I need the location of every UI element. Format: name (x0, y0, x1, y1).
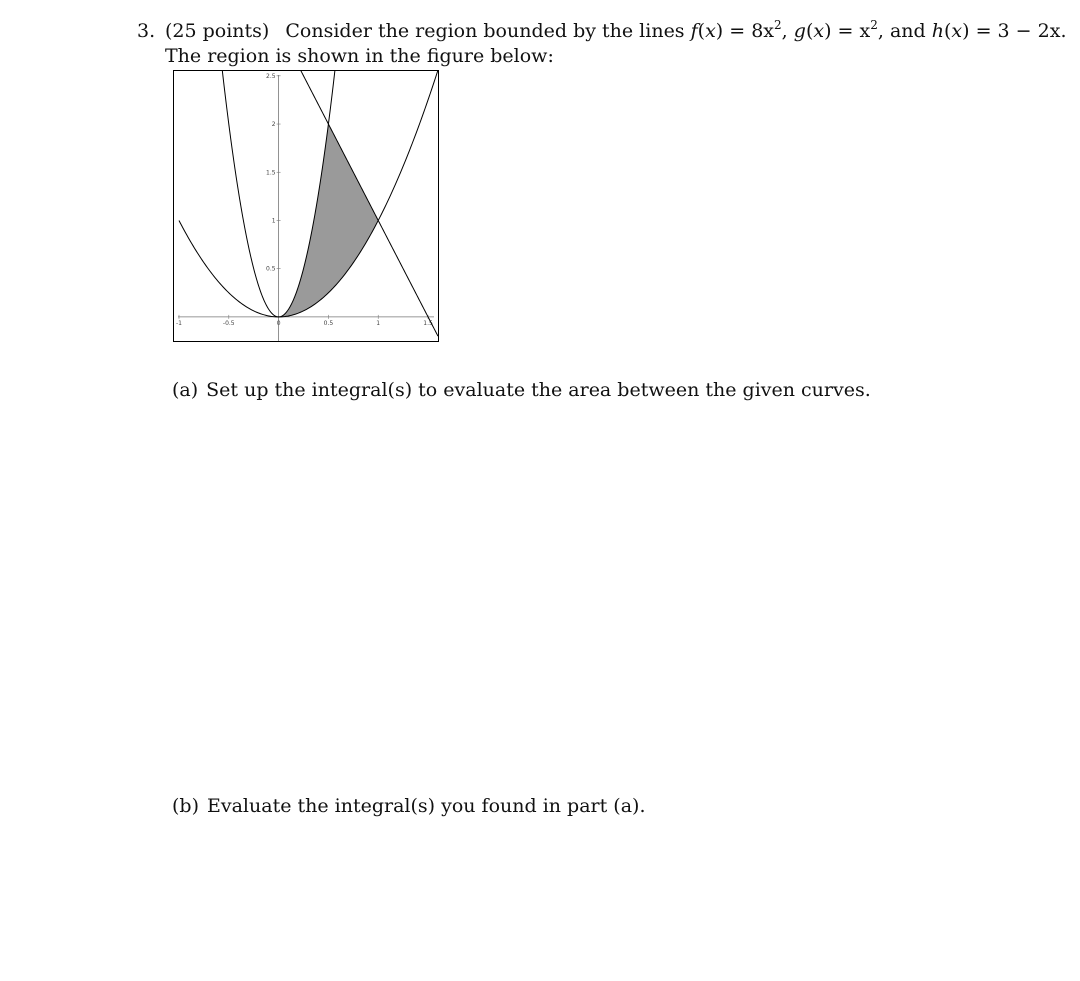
part-a (172, 378, 871, 402)
g-definition: $g(x) = x^2$, (793, 18, 884, 42)
part-a-label: (a) (172, 379, 199, 401)
shaded-region (279, 124, 379, 317)
problem-statement-line-1 (137, 19, 1066, 43)
problem-statement-line-2: The region is shown in the figure below: (165, 45, 554, 67)
region-figure (173, 70, 439, 342)
f-name: f (690, 20, 698, 42)
part-b-label: (b) (172, 795, 199, 817)
problem-intro: Consider the region bounded by the lines (285, 20, 685, 42)
problem-number: 3. (137, 20, 156, 42)
x-tick-label: 1.5 (423, 319, 433, 327)
and-word: and (889, 20, 926, 42)
h-rhs: 3 − 2x. (997, 20, 1067, 42)
y-tick-label: 0.5 (266, 265, 276, 273)
part-b (172, 794, 646, 818)
y-tick-label: 1.5 (266, 169, 276, 177)
f-rhs: 8x (751, 20, 775, 42)
x-tick-label: -1 (175, 319, 182, 327)
g-name: g (793, 20, 806, 42)
f-definition: $f(x) = 8x^2$, (690, 18, 788, 42)
x-tick-label: 1 (376, 319, 381, 327)
x-tick-label: 0 (276, 319, 281, 327)
y-tick-label: 1 (271, 217, 276, 225)
part-a-text: Set up the integral(s) to evaluate the area between the given curves. (206, 379, 871, 401)
problem-points: (25 points) (165, 20, 270, 42)
g-rhs: x (859, 20, 871, 42)
h-name: h (931, 20, 944, 42)
x-tick-label: -0.5 (222, 319, 235, 327)
y-tick-label: 2.5 (266, 72, 276, 80)
y-tick-label: 2 (271, 121, 276, 129)
h-definition: h(x) = 3 − 2x. (931, 20, 1067, 42)
x-tick-label: 0.5 (323, 319, 334, 327)
function-plot (174, 71, 438, 341)
part-b-text: Evaluate the integral(s) you found in part (a). (207, 795, 646, 817)
